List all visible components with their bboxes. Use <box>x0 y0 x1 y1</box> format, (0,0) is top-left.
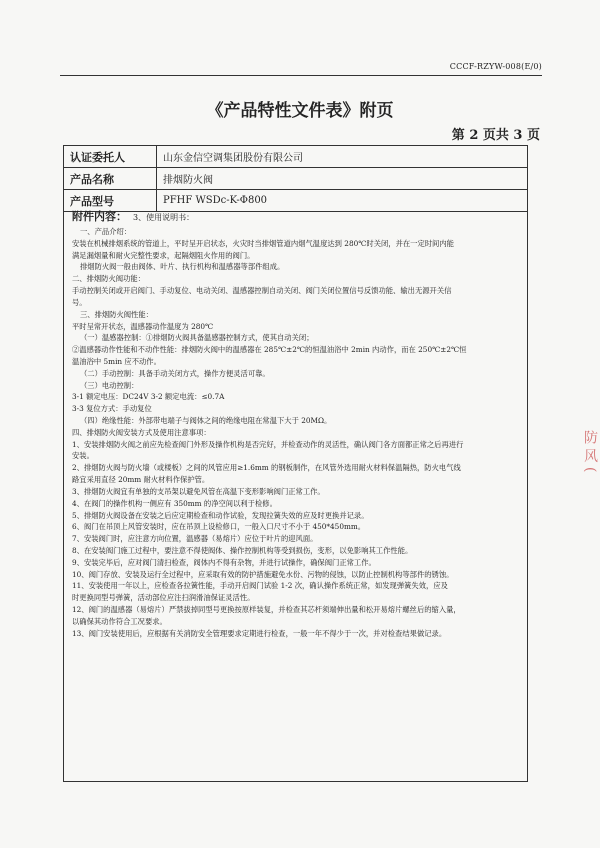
stamp-text: 防 风 ( <box>582 430 598 473</box>
text-line: 安装在机械排烟系统的管道上，平时呈开启状态，火灾时当排烟管道内烟气温度达到 280℃时关闭，并在一定时间内能 <box>72 238 454 248</box>
label-product-model: 产品型号 <box>64 190 157 212</box>
attachment-label: 附件内容： <box>72 210 127 223</box>
text-line: 手动控制关闭或开启阀门、手动复位、电动关闭、温感器控制自动关闭、阀门关闭位置信号反馈功能、输出无源开关信 <box>72 286 452 296</box>
text-line: 安装。 <box>72 451 94 461</box>
text-line: 3、排烟防火阀宜有单独的支吊架以避免风管在高温下变形影响阀门正常工作。 <box>72 486 325 496</box>
text-line: 3-3 复位方式：手动复位 <box>72 404 152 414</box>
table-row <box>64 146 528 168</box>
value-product-name: 排烟防火阀 <box>157 168 528 190</box>
page-title: 《产品特性文件表》附页 <box>206 101 394 121</box>
info-table <box>63 145 528 212</box>
page-number: 第 2 页共 3 页 <box>451 128 540 143</box>
document-code: CCCF-RZYW-008(E/0) <box>449 62 542 71</box>
text-line: 5、排烟防火阀设备在安装之后应定期检查和动作试验，发现拉簧失效的应及时更换并记录。 <box>72 510 369 520</box>
text-line: （四）绝缘性能：外部带电端子与阀体之间的绝缘电阻在常温下大于 20MΩ。 <box>80 416 332 425</box>
text-line: 三、排烟防火阀性能： <box>80 309 153 319</box>
text-line: 温油浴中 5min 应不动作。 <box>72 356 161 366</box>
text-line: 7、安装阀门时，应注意方向位置，温感器（易熔片）应位于叶片的迎风面。 <box>72 534 318 544</box>
attachment-value: 3、使用说明书： <box>133 213 195 222</box>
text-line: 时更换同型号弹簧，活动部位应注扫润滑油保证灵活性。 <box>72 593 255 603</box>
text-line: 9、安装完毕后，应对阀门清扫检查，阀体内不得有杂物，并进行试操作，确保阀门正常工作。 <box>72 557 376 567</box>
text-line: 13、阀门安装使用后，应根据有关消防安全管理要求定期进行检查，一般一年不得少于一次，并对检查结果做记录。 <box>72 628 447 638</box>
text-line: 二、排烟防火阀功能： <box>72 274 145 284</box>
text-line: 2、排烟防火阀与防火墙（或楼板）之间的风管应用≥1.6mm 的钢板制作，在风管外选用耐火材料保温隔热，防火电气线 <box>72 463 461 473</box>
text-line: 以确保其动作符合工况要求。 <box>72 616 167 626</box>
attachment-header <box>72 210 522 225</box>
text-line: ②温感器动作性能和不动作性能：排烟防火阀中的温感器在 285℃±2℃的恒温油浴中 2min 内动作，而在 250℃±2℃恒 <box>72 345 467 355</box>
text-line: 1、安装排烟防火阀之前应先检查阀门外形及操作机构是否完好，并检查动作的灵活性，确认阀门各方面都正常之后再进行 <box>72 439 464 449</box>
value-product-model: PFHF WSDc-K-Φ800 <box>157 190 528 212</box>
instruction-text <box>72 226 522 639</box>
label-product-name: 产品名称 <box>64 168 157 190</box>
table-row <box>64 168 528 190</box>
text-line: 排烟防火阀一般由阀体、叶片、执行机构和温感器等部件组成。 <box>80 262 285 272</box>
text-line: 路宜采用直径 20mm 耐火材料作保护管。 <box>72 475 210 485</box>
text-line: 12、阀门的温感器（易熔片）严禁拔掉同型号更换按原样装复，并检查其芯杆须端伸出量和松开易熔片螺丝后的缩入量， <box>72 605 461 614</box>
text-line: （一）温感器控制：①排烟防火阀具备温感器控制方式，使其自动关闭； <box>80 333 314 343</box>
text-line: 11、安装使用一年以上，应检查各拉簧性能，手动开启阀门试验 1-2 次，确认操作系统正常，如发现弹簧失效，应及 <box>72 581 448 591</box>
text-line: 号。 <box>72 297 87 307</box>
text-line: （二）手动控制：具备手动关闭方式，操作方便灵活可靠。 <box>80 368 270 378</box>
text-line: 6、阀门在吊顶上风管安装时，应在吊顶上设检修口，一般入口尺寸不小于 450*450mm。 <box>72 522 366 532</box>
text-line: 10、阀门存放、安装及运行全过程中，应采取有效的防护措施避免水份、污物的侵蚀，以防止控制机构等部件的锈蚀。 <box>72 569 454 579</box>
text-line: （三）电动控制： <box>80 380 139 390</box>
header-rule <box>60 75 542 76</box>
text-line: 8、在安装阀门施工过程中，要注意不得使阀体、操作控制机构等受到损伤，变形，以免影响其工作性能。 <box>72 545 413 555</box>
label-client: 认证委托人 <box>64 146 157 168</box>
text-line: 平时呈常开状态，温感器动作温度为 280℃ <box>72 321 214 331</box>
attachment-content-box <box>63 207 528 782</box>
value-client: 山东金信空调集团股份有限公司 <box>157 146 528 168</box>
text-line: 4、在阀门的操作机构一侧应有 350mm 的净空间以利于检修。 <box>72 498 277 508</box>
seal-stamp-fragment <box>560 430 600 550</box>
text-line: 3-1 额定电压：DC24V 3-2 额定电流：≤0.7A <box>72 392 225 402</box>
text-line: 满足漏烟量和耐火完整性要求，起隔烟阻火作用的阀门。 <box>72 250 255 260</box>
text-line: 一、产品介绍： <box>80 227 132 236</box>
text-line: 四、排烟防火阀安装方式及使用注意事项： <box>72 427 211 437</box>
